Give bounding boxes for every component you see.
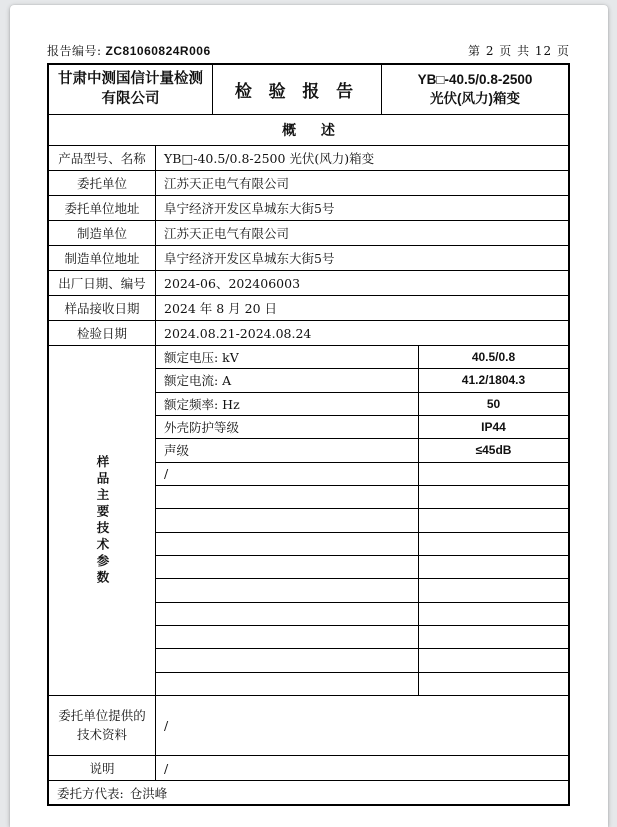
tech-param-name	[156, 649, 419, 671]
tech-param-name	[156, 533, 419, 555]
row-value: YB□-40.5/0.8-2500 光伏(风力)箱变	[164, 151, 375, 166]
tech-param-name	[156, 509, 419, 531]
company-name-cell	[49, 65, 213, 114]
client-docs-label-line2: 技术资料	[76, 726, 127, 742]
note-row	[49, 756, 568, 781]
tech-param-value	[419, 556, 568, 578]
document-page	[10, 5, 608, 827]
tech-parameters-section	[49, 346, 568, 696]
client-docs-label-line1: 委托单位提供的	[58, 707, 146, 723]
row-value: 2024.08.21-2024.08.24	[164, 325, 312, 341]
tech-param-name: 额定频率: Hz	[156, 393, 419, 415]
section-title: 概 述	[49, 115, 568, 146]
tech-param-name	[156, 579, 419, 601]
tech-parameters-label: 样品主要技术参数	[95, 454, 110, 587]
tech-param-value	[419, 603, 568, 625]
tech-parameters-label-cell	[49, 346, 156, 695]
product-model-line2: 光伏(风力)箱变	[430, 90, 520, 106]
tech-param-name	[156, 603, 419, 625]
info-row-client	[49, 171, 568, 196]
tech-param-name: 外壳防护等级	[156, 416, 419, 438]
row-label: 样品接收日期	[49, 296, 156, 320]
report-title: 检 验 报 告	[213, 65, 382, 114]
tech-param-name	[156, 626, 419, 648]
tech-row-rated-voltage	[156, 346, 568, 369]
tech-param-name	[156, 673, 419, 695]
tech-row-empty	[156, 649, 568, 672]
client-representative-label: 委托方代表:	[57, 785, 124, 801]
tech-param-name: 额定电压: kV	[156, 346, 419, 368]
page-indicator: 第 2 页 共 12 页	[468, 44, 570, 58]
tech-row-rated-current	[156, 369, 568, 392]
row-label: 制造单位	[49, 221, 156, 245]
row-value: 江苏天正电气有限公司	[164, 226, 290, 241]
report-table	[47, 63, 570, 806]
tech-param-value: 41.2/1804.3	[461, 373, 526, 388]
tech-row-empty	[156, 603, 568, 626]
info-row-factory-date	[49, 271, 568, 296]
tech-row-ip-rating	[156, 416, 568, 439]
report-number-value: ZC81060824R006	[105, 44, 211, 58]
tech-param-value	[419, 673, 568, 695]
tech-param-name	[156, 556, 419, 578]
tech-row-rated-frequency	[156, 393, 568, 416]
info-row-product-model	[49, 146, 568, 171]
company-name-line2: 有限公司	[101, 90, 160, 107]
tech-param-name: 额定电流: A	[156, 369, 419, 391]
report-number	[47, 42, 211, 59]
tech-param-value: ≤45dB	[475, 443, 512, 458]
row-value: 江苏天正电气有限公司	[164, 176, 290, 191]
row-label: 委托单位	[49, 171, 156, 195]
tech-param-value	[419, 626, 568, 648]
info-row-inspection-date	[49, 321, 568, 346]
tech-param-value	[419, 509, 568, 531]
tech-row-slash	[156, 463, 568, 486]
row-label: 制造单位地址	[49, 246, 156, 270]
tech-param-value	[419, 579, 568, 601]
product-model-cell	[382, 65, 568, 114]
tech-param-value: 40.5/0.8	[471, 350, 516, 365]
tech-param-value	[419, 649, 568, 671]
meta-row	[47, 41, 570, 63]
report-number-label: 报告编号:	[47, 44, 102, 58]
tech-param-name: /	[156, 463, 419, 485]
client-representative-name: 仓洪峰	[129, 785, 168, 801]
tech-row-empty	[156, 533, 568, 556]
company-name-line1: 甘肃中测国信计量检测	[58, 70, 203, 87]
row-label: 委托单位地址	[49, 196, 156, 220]
row-label: 产品型号、名称	[49, 146, 156, 170]
info-row-client-address	[49, 196, 568, 221]
tech-param-name: 声级	[156, 439, 419, 461]
tech-parameters-rows	[156, 346, 568, 695]
row-value: 阜宁经济开发区阜城东大街5号	[164, 251, 335, 266]
client-representative-row	[49, 781, 568, 804]
tech-row-empty	[156, 556, 568, 579]
product-model-line1: YB□-40.5/0.8-2500	[417, 71, 533, 87]
tech-param-value: IP44	[481, 420, 506, 435]
tech-row-empty	[156, 673, 568, 695]
tech-row-empty	[156, 509, 568, 532]
info-row-manufacturer	[49, 221, 568, 246]
row-label: 检验日期	[49, 321, 156, 345]
table-header-row	[49, 65, 568, 115]
tech-param-name	[156, 486, 419, 508]
tech-row-empty	[156, 579, 568, 602]
tech-row-empty	[156, 486, 568, 509]
tech-param-value	[419, 463, 568, 485]
row-value: 2024-06、202406003	[164, 276, 301, 291]
tech-param-value	[419, 533, 568, 555]
tech-row-sound-level	[156, 439, 568, 462]
note-value: /	[164, 760, 169, 776]
client-docs-value: /	[164, 718, 169, 733]
row-value: 2024 年 8 月 20 日	[164, 301, 278, 316]
tech-row-empty	[156, 626, 568, 649]
client-docs-row	[49, 696, 568, 756]
row-label: 出厂日期、编号	[49, 271, 156, 295]
client-docs-label	[49, 696, 156, 755]
tech-param-value: 50	[486, 396, 501, 411]
info-row-manufacturer-address	[49, 246, 568, 271]
note-label: 说明	[49, 756, 156, 780]
row-value: 阜宁经济开发区阜城东大街5号	[164, 201, 335, 216]
tech-param-value	[419, 486, 568, 508]
info-row-sample-received	[49, 296, 568, 321]
